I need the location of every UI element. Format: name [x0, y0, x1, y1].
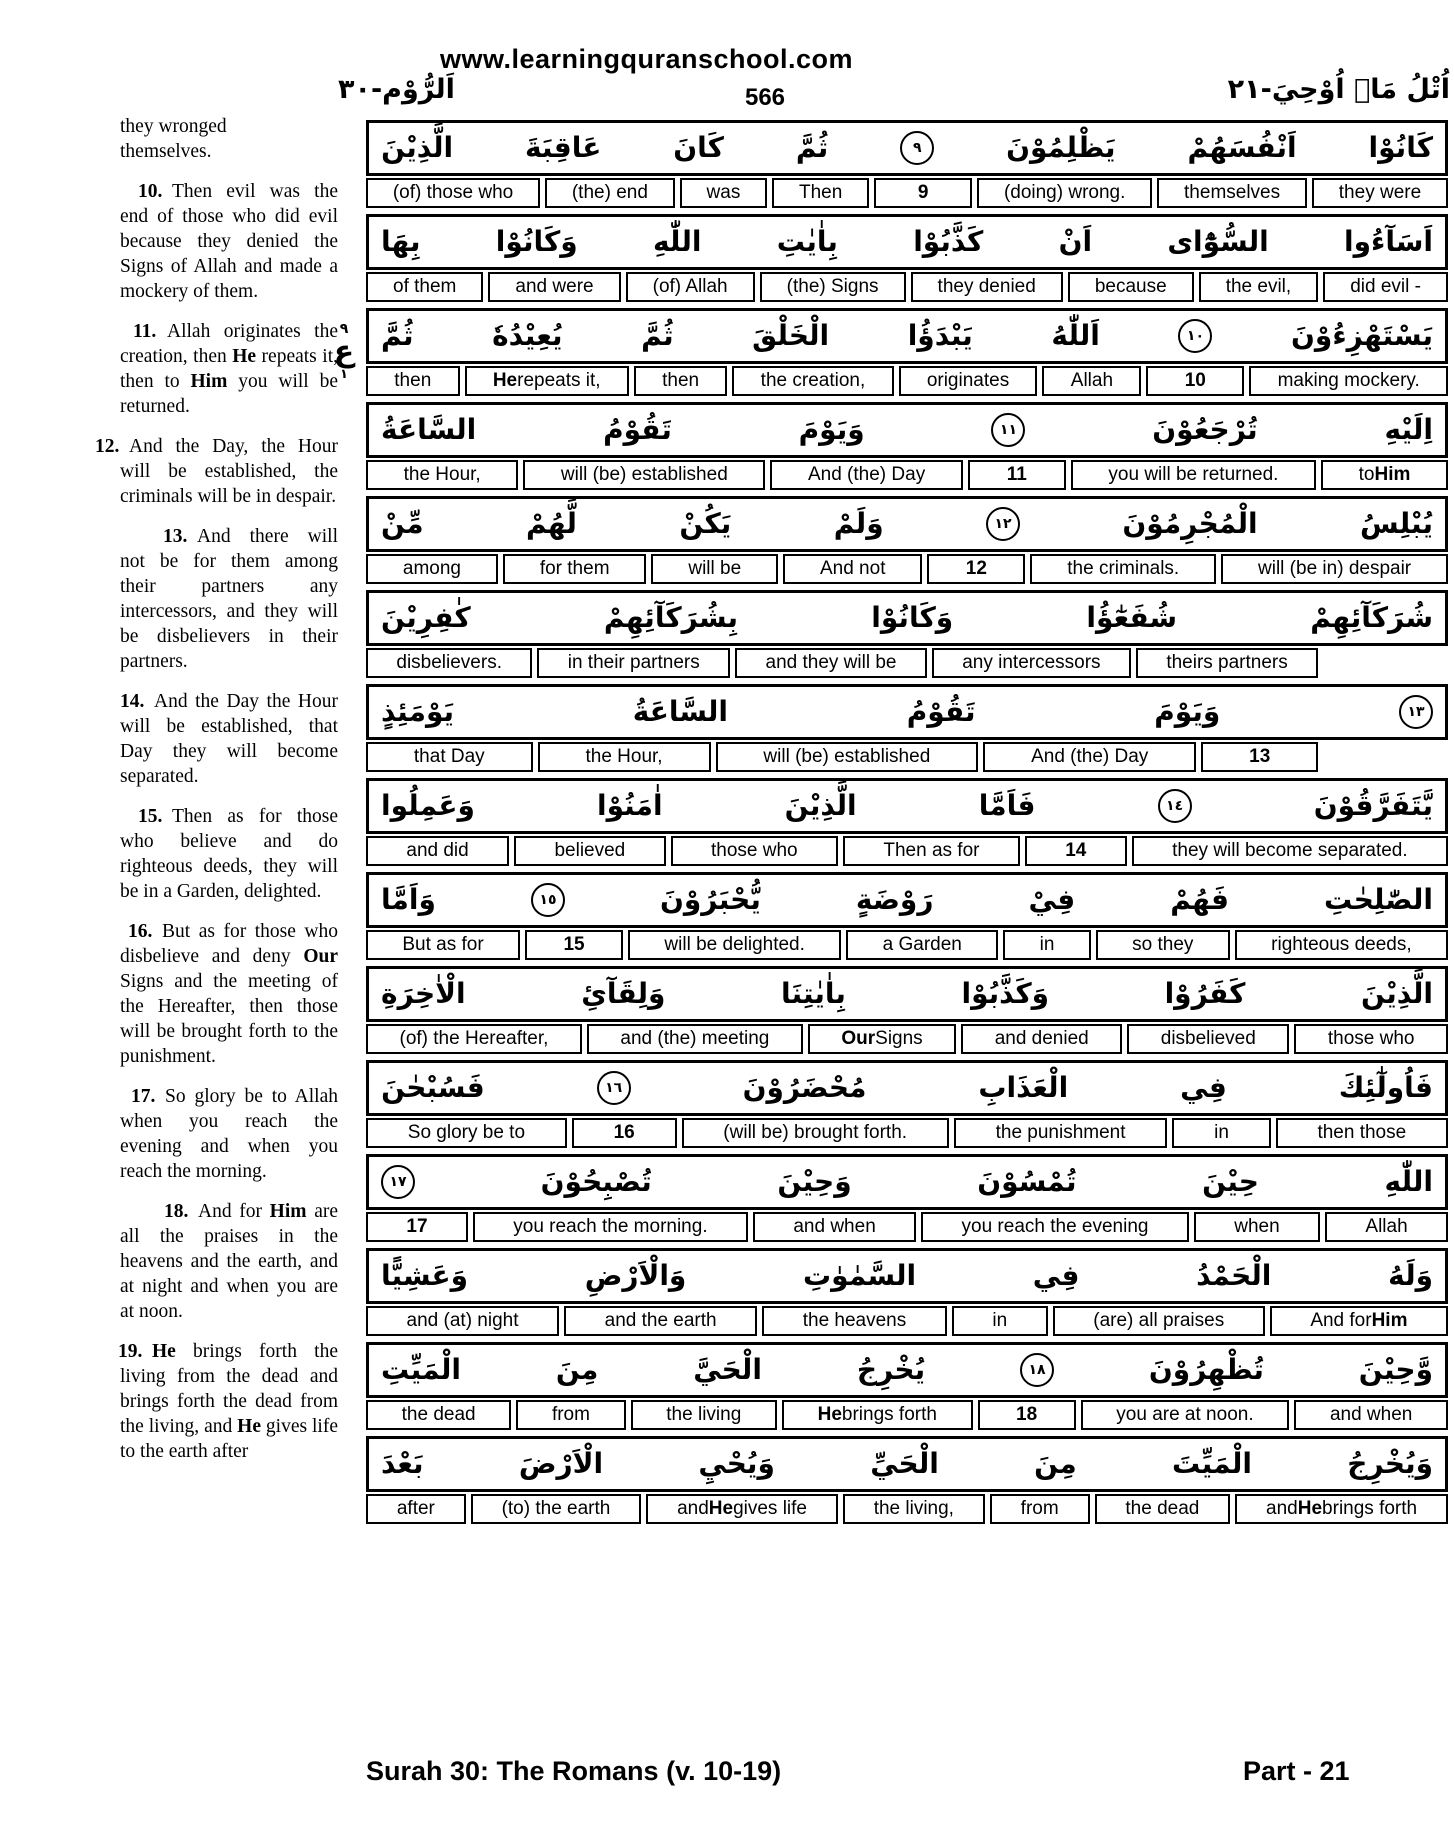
arabic-word: ثُمَّ	[795, 131, 829, 164]
arabic-word: رَوْضَةٍ	[855, 883, 934, 916]
arabic-line	[366, 1154, 1448, 1210]
translation-cell: believed	[514, 836, 666, 866]
translation-cell: then those	[1276, 1118, 1448, 1148]
translation-cell: in their partners	[537, 648, 730, 678]
translation-cell: from	[990, 1494, 1090, 1524]
arabic-line	[366, 778, 1448, 834]
arabic-word: كَفَرُوْا	[1164, 977, 1246, 1010]
translation-cell: and when	[1294, 1400, 1448, 1430]
paragraph-number: 16.	[128, 921, 153, 942]
arabic-word: فِي	[1180, 1071, 1227, 1104]
translation-cell: because	[1068, 272, 1194, 302]
verse-block	[366, 308, 1448, 396]
arabic-word: وَّحِيْنَ	[1358, 1353, 1433, 1386]
arabic-word: مِنَ	[1034, 1447, 1077, 1480]
translation-cell: He repeats it,	[465, 366, 629, 396]
paragraph-number: 18.	[164, 1201, 189, 1222]
ayah-number-circle: ١٥	[531, 883, 565, 917]
translation-cell: the criminals.	[1030, 554, 1216, 584]
arabic-word: يَسْتَهْزِءُوْنَ	[1291, 319, 1433, 352]
arabic-line	[366, 1060, 1448, 1116]
translation-cell: He brings forth	[782, 1400, 973, 1430]
arabic-word: اللّٰهِ	[1384, 1165, 1433, 1198]
arabic-word: شُرَكَآئِهِمْ	[1310, 601, 1433, 634]
translation-cell: 17	[366, 1212, 468, 1242]
translation-cell: will (be) established	[716, 742, 979, 772]
ayah-number-circle: ١٠	[1178, 319, 1212, 353]
verse-block	[366, 778, 1448, 866]
translation-cell: disbelievers.	[366, 648, 532, 678]
arabic-word: السَّمٰوٰتِ	[803, 1259, 917, 1292]
arabic-word: وَيَوْمَ	[798, 413, 865, 446]
translation-cell: the creation,	[732, 366, 893, 396]
arabic-word: بِاٰيٰتِ	[776, 225, 838, 258]
arabic-word: اَسَآءُوا	[1344, 225, 1433, 258]
arabic-word: الْاَرْضَ	[518, 1447, 604, 1480]
website-url: www.learningquranschool.com	[440, 44, 854, 74]
translation-row	[366, 930, 1448, 960]
arabic-word: اللّٰهِ	[652, 225, 702, 258]
ruku-ain-letter: ع	[333, 334, 355, 369]
translation-row	[366, 1400, 1448, 1430]
arabic-word: السَّاعَةُ	[632, 695, 728, 728]
translation-cell: that Day	[366, 742, 533, 772]
arabic-word: لَّهُمْ	[525, 507, 577, 540]
arabic-word: وَاَمَّا	[381, 883, 436, 916]
juz-name-arabic: اُتْلُ مَاۤ اُوْحِيَ-٢١	[1227, 74, 1450, 105]
verse-grid	[366, 120, 1448, 1530]
arabic-word: كَانَ	[673, 131, 724, 164]
arabic-line	[366, 1342, 1448, 1398]
verse-block	[366, 120, 1448, 208]
ayah-number-circle: ٩	[900, 131, 934, 165]
ayah-number-circle: ١٧	[381, 1165, 415, 1199]
translation-cell: 16	[572, 1118, 677, 1148]
arabic-word: كٰفِرِيْنَ	[381, 601, 471, 634]
arabic-word: وَكَانُوْا	[495, 225, 578, 258]
translation-cell: Then	[772, 178, 869, 208]
arabic-word: الْمَيِّتِ	[381, 1353, 461, 1386]
translation-cell: you are at noon.	[1081, 1400, 1290, 1430]
arabic-word: الْعَذَابِ	[978, 1071, 1069, 1104]
translation-cell: 12	[927, 554, 1025, 584]
translation-row	[366, 1494, 1448, 1524]
arabic-word: ثُمَّ	[641, 319, 674, 352]
ruku-top-number: ٩	[339, 321, 349, 337]
translation-cell: and He gives life	[646, 1494, 838, 1524]
arabic-word: اَللّٰهُ	[1051, 319, 1100, 352]
translation-cell: And not	[783, 554, 922, 584]
arabic-word: وَكَذَّبُوْا	[961, 977, 1050, 1010]
translation-cell: those who	[671, 836, 838, 866]
translation-row	[366, 1212, 1448, 1242]
translation-paragraph: 13. And there will not be for them among their partners any intercessors, and they will be disbelievers in their partners.	[86, 524, 338, 674]
arabic-word: الْاٰخِرَةِ	[381, 977, 466, 1010]
verse-block	[366, 684, 1448, 772]
translation-cell: the Hour,	[538, 742, 711, 772]
translation-cell: And (the) Day	[983, 742, 1196, 772]
arabic-line	[366, 872, 1448, 928]
arabic-line	[366, 214, 1448, 270]
arabic-word: السَّاعَةُ	[381, 413, 477, 446]
translation-column	[86, 114, 338, 1479]
translation-paragraph: 12. And the Day, the Hour will be established, the criminals will be in despair.	[86, 434, 338, 509]
surah-name-arabic: اَلرُّوْم-٣٠	[338, 74, 455, 105]
translation-cell: the living	[631, 1400, 777, 1430]
arabic-word: يُّحْبَرُوْنَ	[660, 883, 761, 916]
translation-cell: Allah	[1325, 1212, 1448, 1242]
translation-cell: themselves	[1157, 178, 1307, 208]
arabic-word: تَقُوْمُ	[906, 695, 976, 728]
translation-cell: 13	[1201, 742, 1318, 772]
footer-surah-title: Surah 30: The Romans (v. 10-19)	[366, 1756, 782, 1786]
translation-cell: theirs partners	[1136, 648, 1318, 678]
arabic-word: مِنَ	[555, 1353, 599, 1386]
translation-cell: the dead	[1095, 1494, 1231, 1524]
arabic-word: يُعِيْدُهٗ	[492, 319, 563, 352]
translation-paragraph: 15. Then as for those who believe and do righteous deeds, they will be in a Garden, delighted.	[86, 804, 338, 904]
translation-row	[366, 178, 1448, 208]
translation-cell: originates	[899, 366, 1038, 396]
translation-cell: the Hour,	[366, 460, 518, 490]
translation-cell: So glory be to	[366, 1118, 567, 1148]
translation-cell: will be delighted.	[628, 930, 841, 960]
arabic-word: يَظْلِمُوْنَ	[1006, 131, 1116, 164]
translation-cell: (of) Allah	[626, 272, 755, 302]
verse-block	[366, 496, 1448, 584]
translation-cell: righteous deeds,	[1235, 930, 1448, 960]
arabic-word: اَنْ	[1058, 225, 1093, 258]
translation-paragraph: 11. Allah originates the creation, then He repeats it, then to Him you will be returned.	[86, 319, 338, 419]
translation-row	[366, 1118, 1448, 1148]
arabic-word: يَّتَفَرَّقُوْنَ	[1313, 789, 1433, 822]
translation-cell: and were	[488, 272, 620, 302]
arabic-word: كَانُوْا	[1368, 131, 1433, 164]
translation-cell: Allah	[1042, 366, 1141, 396]
translation-cell: a Garden	[846, 930, 998, 960]
translation-cell: will be	[651, 554, 778, 584]
translation-cell: the evil,	[1199, 272, 1319, 302]
translation-cell: (to) the earth	[471, 1494, 641, 1524]
arabic-word: الْحَيَّ	[693, 1353, 762, 1386]
translation-cell: you reach the evening	[921, 1212, 1189, 1242]
translation-cell: was	[680, 178, 767, 208]
arabic-word: اَنْفُسَهُمْ	[1187, 131, 1297, 164]
translation-cell: the dead	[366, 1400, 511, 1430]
verse-block	[366, 590, 1448, 678]
translation-cell: they will become separated.	[1132, 836, 1448, 866]
ruku-bottom-number: ١	[340, 367, 348, 382]
arabic-word: الَّذِيْنَ	[1361, 977, 1433, 1010]
arabic-word: الْحَمْدُ	[1196, 1259, 1272, 1292]
arabic-word: الْخَلْقَ	[752, 319, 830, 352]
arabic-word: وَيُحْيِ	[698, 1447, 775, 1480]
arabic-word: وَلَهُ	[1388, 1259, 1433, 1292]
arabic-word: يَكُنْ	[679, 507, 732, 540]
arabic-line	[366, 496, 1448, 552]
translation-row	[366, 1024, 1448, 1054]
translation-cell: 15	[525, 930, 623, 960]
paragraph-number: 11.	[133, 321, 157, 342]
translation-paragraph: 17. So glory be to Allah when you reach the evening and when you reach the morning.	[86, 1084, 338, 1184]
translation-cell: from	[516, 1400, 625, 1430]
arabic-word: وَلَمْ	[833, 507, 884, 540]
arabic-word: وَالْاَرْضِ	[584, 1259, 687, 1292]
arabic-word: مِّنْ	[381, 507, 424, 540]
translation-row	[366, 836, 1448, 866]
translation-paragraph: 18. And for Him are all the praises in the heavens and the earth, and at night and when you are at noon.	[86, 1199, 338, 1324]
arabic-word: بِشُرَكَآئِهِمْ	[603, 601, 739, 634]
arabic-line	[366, 1248, 1448, 1304]
translation-cell: and did	[366, 836, 509, 866]
arabic-line	[366, 966, 1448, 1022]
arabic-word: ثُمَّ	[381, 319, 414, 352]
arabic-word: السُّوْٰٓاى	[1167, 225, 1269, 258]
arabic-word: الَّذِيْنَ	[784, 789, 857, 822]
translation-row	[366, 460, 1448, 490]
translation-paragraph: 19. He brings forth the living from the dead and brings forth the dead from the living, and He gives life to the earth after	[86, 1339, 338, 1464]
translation-cell: 10	[1146, 366, 1244, 396]
arabic-word: بِهَا	[381, 225, 421, 258]
translation-cell: 9	[874, 178, 972, 208]
verse-block	[366, 402, 1448, 490]
arabic-word: فِيْ	[1028, 883, 1076, 916]
translation-cell: 11	[968, 460, 1066, 490]
translation-cell: those who	[1294, 1024, 1448, 1054]
translation-cell: the punishment	[954, 1118, 1167, 1148]
arabic-word: يَوْمَئِذٍ	[381, 695, 455, 728]
arabic-word: تُمْسُوْنَ	[977, 1165, 1077, 1198]
translation-cell: did evil -	[1323, 272, 1448, 302]
arabic-word: مُحْضَرُوْنَ	[742, 1071, 867, 1104]
arabic-word: بِاٰيٰتِنَا	[781, 977, 846, 1010]
translation-cell: and He brings forth	[1235, 1494, 1448, 1524]
arabic-line	[366, 120, 1448, 176]
arabic-word: كَذَّبُوْا	[913, 225, 984, 258]
translation-cell: in	[952, 1306, 1048, 1336]
translation-cell: and when	[753, 1212, 916, 1242]
translation-cell: disbelieved	[1127, 1024, 1289, 1054]
arabic-word: فَسُبْحٰنَ	[381, 1071, 485, 1104]
translation-cell: in	[1003, 930, 1091, 960]
translation-cell: 18	[978, 1400, 1076, 1430]
paragraph-number: 17.	[131, 1086, 156, 1107]
translation-cell: any intercessors	[932, 648, 1131, 678]
arabic-word: وَعَمِلُوا	[381, 789, 475, 822]
translation-cell: Then as for	[843, 836, 1020, 866]
translation-cell: But as for	[366, 930, 520, 960]
translation-cell: (the) Signs	[760, 272, 906, 302]
paragraph-number: 13.	[163, 526, 188, 547]
translation-cell: (doing) wrong.	[977, 178, 1152, 208]
arabic-word: يَبْدَؤُا	[907, 319, 973, 352]
arabic-word: تَقُوْمُ	[603, 413, 672, 446]
translation-cell: you will be returned.	[1071, 460, 1316, 490]
translation-cell: and the earth	[564, 1306, 757, 1336]
arabic-word: فَاُولٰٓئِكَ	[1338, 1071, 1433, 1104]
ayah-number-circle: ١٤	[1158, 789, 1192, 823]
translation-paragraph: 16. But as for those who disbelieve and deny Our Signs and the meeting of the Hereafter, then those will be brought forth to the punishment.	[86, 919, 338, 1069]
arabic-word: الْمَيِّتَ	[1172, 1447, 1252, 1480]
arabic-word: تُرْجَعُوْنَ	[1152, 413, 1258, 446]
arabic-word: الصّٰلِحٰتِ	[1324, 883, 1433, 916]
arabic-word: الْمُجْرِمُوْنَ	[1122, 507, 1258, 540]
verse-block	[366, 1342, 1448, 1430]
arabic-word: وَكَانُوْا	[871, 601, 954, 634]
translation-cell: in	[1172, 1118, 1270, 1148]
translation-row	[366, 742, 1318, 772]
arabic-word: فَاَمَّا	[978, 789, 1036, 822]
arabic-word: شُفَعٰٓؤُا	[1086, 601, 1178, 634]
ayah-number-circle: ١٦	[597, 1071, 631, 1105]
arabic-word: عَاقِبَةَ	[524, 131, 602, 164]
page-number: 566	[744, 84, 786, 111]
translation-cell: when	[1194, 1212, 1320, 1242]
translation-row	[366, 648, 1318, 678]
arabic-word: وَيُخْرِجُ	[1347, 1447, 1433, 1480]
arabic-word: وَحِيْنَ	[777, 1165, 852, 1198]
paragraph-number: 12.	[95, 436, 120, 457]
translation-cell: Our Signs	[808, 1024, 956, 1054]
arabic-word: اِلَيْهِ	[1384, 413, 1433, 446]
translation-cell: (will be) brought forth.	[682, 1118, 949, 1148]
translation-cell: among	[366, 554, 498, 584]
translation-cell: so they	[1096, 930, 1230, 960]
translation-paragraph: they wronged themselves.	[120, 116, 227, 162]
arabic-line	[366, 402, 1448, 458]
ayah-number-circle: ١١	[991, 413, 1025, 447]
paragraph-number: 15.	[138, 806, 163, 827]
footer-part-label: Part - 21	[1243, 1756, 1350, 1786]
verse-block	[366, 966, 1448, 1054]
translation-cell: (are) all praises	[1053, 1306, 1265, 1336]
translation-cell: And (the) Day	[770, 460, 962, 490]
arabic-word: الَّذِيْنَ	[381, 131, 454, 164]
translation-cell: and (the) meeting	[587, 1024, 803, 1054]
translation-cell: (of) those who	[366, 178, 540, 208]
arabic-word: وَعَشِيًّا	[381, 1259, 469, 1292]
arabic-word: تُصْبِحُوْنَ	[540, 1165, 652, 1198]
translation-paragraph: 10. Then evil was the end of those who did evil because they denied the Signs of Allah and made a mockery of them.	[86, 179, 338, 304]
verse-block	[366, 1154, 1448, 1242]
translation-cell: then	[634, 366, 728, 396]
translation-cell: they were	[1312, 178, 1448, 208]
verse-block	[366, 1060, 1448, 1148]
translation-cell: (the) end	[545, 178, 675, 208]
translation-cell: will (be) established	[523, 460, 765, 490]
verse-block	[366, 872, 1448, 960]
translation-cell: for them	[503, 554, 647, 584]
arabic-word: تُظْهِرُوْنَ	[1148, 1353, 1264, 1386]
arabic-line	[366, 590, 1448, 646]
arabic-word: يُبْلِسُ	[1360, 507, 1433, 540]
translation-row	[366, 272, 1448, 302]
translation-cell: after	[366, 1494, 466, 1524]
paragraph-number: 10.	[138, 181, 163, 202]
translation-cell: and denied	[961, 1024, 1122, 1054]
translation-row	[366, 1306, 1448, 1336]
translation-cell: And for Him	[1270, 1306, 1448, 1336]
arabic-word: الْحَيِّ	[870, 1447, 939, 1480]
translation-cell: will (be in) despair	[1221, 554, 1448, 584]
translation-cell: making mockery.	[1249, 366, 1448, 396]
translation-paragraph: 14. And the Day the Hour will be established, that Day they will become separated.	[86, 689, 338, 789]
translation-cell: to Him	[1321, 460, 1448, 490]
translation-cell: the living,	[843, 1494, 985, 1524]
translation-cell: of them	[366, 272, 483, 302]
arabic-word: وَلِقَآئِ	[581, 977, 666, 1010]
ayah-number-circle: ١٢	[986, 507, 1020, 541]
translation-cell: and (at) night	[366, 1306, 559, 1336]
arabic-word: حِيْنَ	[1202, 1165, 1259, 1198]
translation-cell: they denied	[911, 272, 1063, 302]
arabic-word: فَهُمْ	[1170, 883, 1229, 916]
verse-block	[366, 1436, 1448, 1524]
arabic-word: اٰمَنُوْا	[597, 789, 663, 822]
ayah-number-circle: ١٨	[1020, 1353, 1054, 1387]
translation-row	[366, 554, 1448, 584]
translation-cell: 14	[1025, 836, 1127, 866]
arabic-word: فِي	[1032, 1259, 1080, 1292]
arabic-line	[366, 308, 1448, 364]
paragraph-number: 19.	[118, 1341, 143, 1362]
translation-row	[366, 366, 1448, 396]
translation-cell: (of) the Hereafter,	[366, 1024, 582, 1054]
translation-cell: the heavens	[762, 1306, 947, 1336]
arabic-line	[366, 684, 1448, 740]
verse-block	[366, 214, 1448, 302]
translation-cell: you reach the morning.	[473, 1212, 748, 1242]
paragraph-number: 14.	[120, 691, 145, 712]
ayah-number-circle: ١٣	[1399, 695, 1433, 729]
translation-cell: then	[366, 366, 460, 396]
arabic-word: بَعْدَ	[381, 1447, 424, 1480]
arabic-word: وَيَوْمَ	[1154, 695, 1221, 728]
verse-block	[366, 1248, 1448, 1336]
arabic-line	[366, 1436, 1448, 1492]
translation-cell: and they will be	[735, 648, 927, 678]
arabic-word: يُخْرِجُ	[856, 1353, 926, 1386]
